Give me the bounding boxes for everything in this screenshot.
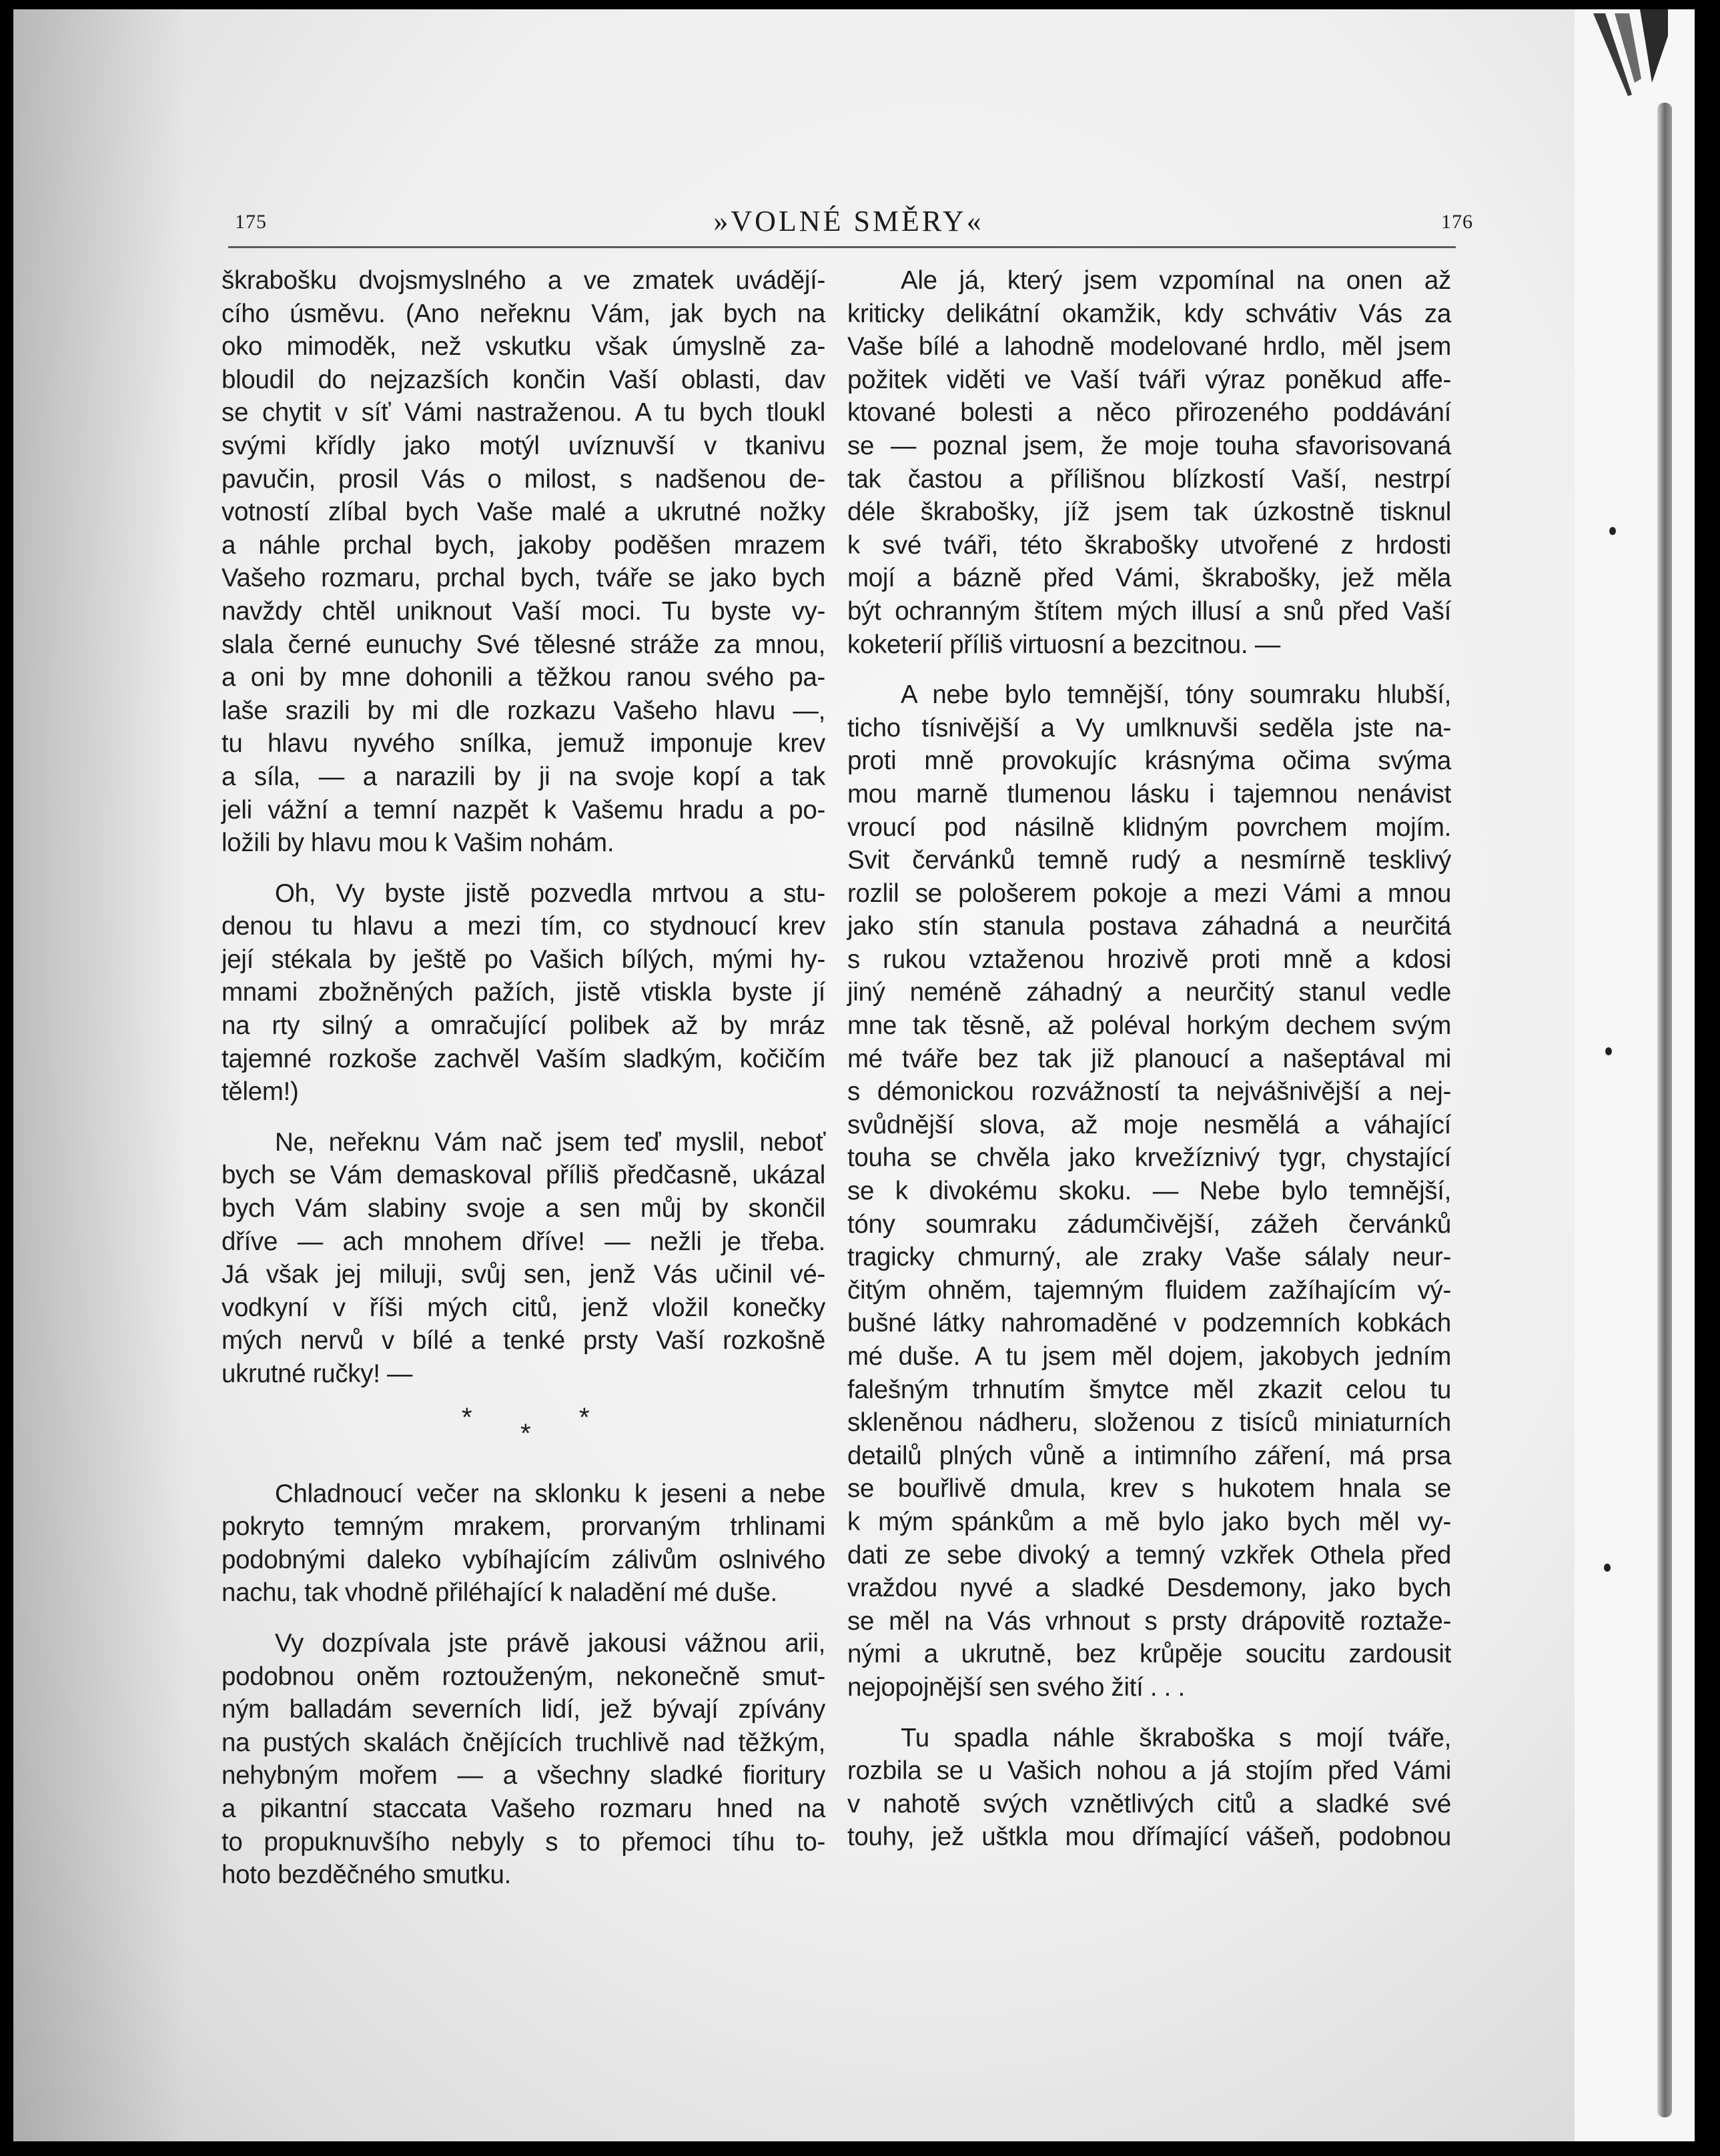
- text-line: na rty silný a omračující polibek až by mráz: [222, 1011, 825, 1041]
- text-line: skleněnou nádheru, složenou z tisíců miniaturních: [847, 1408, 1451, 1438]
- text-line: svými křídly jako motýl uvíznuvší v tkanivu: [222, 431, 825, 460]
- text-line: vraždou nyvé a sladké Desdemony, jako bych: [847, 1574, 1451, 1603]
- text-line: kriticky delikátní okamžik, kdy schvátiv Vás za: [847, 299, 1451, 328]
- text-line: bych se Vám demaskoval příliš předčasně, ukázal: [222, 1161, 825, 1190]
- asterisk: *: [462, 1402, 472, 1432]
- speck: [1604, 1564, 1611, 1572]
- text-line: se bouřlivě dmula, krev s hukotem hnala se: [847, 1474, 1451, 1504]
- text-line: navždy chtěl uniknout Vaší moci. Tu byste vy-: [222, 596, 825, 626]
- text-line: jako stín stanula postava záhadná a neurčitá: [847, 912, 1451, 941]
- text-line: na pustých skalách čnějících truchlivě nad těžkým,: [222, 1728, 825, 1757]
- text-line: vroucí pod násilně klidným povrchem mojím.: [847, 813, 1451, 842]
- text-line: tajemné rozkoše zachvěl Vaším sladkým, kočičím: [222, 1044, 825, 1073]
- text-line: ukrutné ručky! —: [222, 1360, 413, 1388]
- text-line: Oh, Vy byste jistě pozvedla mrtvou a stu-: [275, 879, 825, 908]
- text-line: votností zlíbal bych Vaše malé a ukrutné nožky: [222, 498, 825, 527]
- text-line: Ne, neřeknu Vám nač jsem teď myslil, neboť: [275, 1127, 825, 1157]
- text-line: vodkyní v říši mých citů, jenž vložil konečky: [222, 1293, 825, 1322]
- text-line: ným balladám severních lidí, jež bývají zpívány: [222, 1695, 825, 1724]
- text-line: mne tak těsně, až poléval horkým dechem svým: [847, 1011, 1451, 1041]
- text-line: Chladnoucí večer na sklonku k jeseni a nebe: [275, 1479, 825, 1508]
- paragraph-gap: [847, 1704, 1451, 1722]
- paragraph: [847, 264, 1451, 661]
- paragraph-gap: [222, 1610, 825, 1627]
- text-line: tak častou a přílišnou blízkostí Vaší, nestrpí: [847, 464, 1451, 494]
- text-line: koketerií příliš virtuosní a bezcitnou. —: [847, 630, 1280, 659]
- text-line: nachu, tak vhodně přiléhající k naladění mé duše.: [222, 1578, 777, 1608]
- text-line: touha se chvěla jako krvežíznivý tygr, chystající: [847, 1143, 1451, 1173]
- text-line: jeli vážní a temní nazpět k Vašemu hradu a po-: [222, 795, 825, 825]
- paragraph-gap: [222, 1109, 825, 1126]
- text-line: škrabošku dvojsmyslného a ve zmatek uvádějí-: [222, 266, 825, 295]
- paragraph: [222, 877, 825, 1109]
- text-line: mé duše. A tu jsem měl dojem, jakobych jedním: [847, 1342, 1451, 1371]
- text-line: mou marně tlumenou lásku i tajemnou nenávist: [847, 779, 1451, 808]
- right-column: [847, 264, 1451, 1854]
- text-line: a síla, — a narazili by ji na svoje kopí a tak: [222, 762, 825, 791]
- text-line: nehybným mořem — a všechny sladké fioritury: [222, 1761, 825, 1790]
- text-line: podobnými daleko vybíhajícím zálivům oslnivého: [222, 1545, 825, 1574]
- text-line: pavučin, prosil Vás o milost, s nadšenou de-: [222, 464, 825, 494]
- text-line: mé tváře bez tak již planoucí a našeptával mi: [847, 1044, 1451, 1073]
- text-line: oko mimoděk, než vskutku však úmyslně za-: [222, 332, 825, 362]
- text-line: slala černé eunuchy Své tělesné stráže za mnou,: [222, 630, 825, 659]
- text-line: Já však jej miluji, svůj sen, jenž Vás učinil vé-: [222, 1260, 825, 1289]
- paragraph: [222, 1627, 825, 1892]
- text-line: mojí a bázně před Vámi, škrabošky, jež měla: [847, 564, 1451, 593]
- paragraph-gap: [847, 661, 1451, 678]
- text-line: požitek viděti ve Vaší tváři výraz poněkud affe-: [847, 365, 1451, 394]
- text-line: k mým spánkům a mě bylo jako bych měl vy-: [847, 1507, 1451, 1536]
- text-line: Vy dozpívala jste právě jakousi vážnou arii,: [275, 1628, 825, 1658]
- text-line: dříve — ach mnohem dříve! — nežli je třeba.: [222, 1227, 825, 1256]
- text-line: denou tu hlavu a mezi tím, co stydnoucí krev: [222, 912, 825, 941]
- paragraph: [847, 678, 1451, 1704]
- text-line: a oni by mne dohonili a těžkou ranou svého pa-: [222, 663, 825, 692]
- text-line: k své tváři, této škrabošky utvořené z hrdosti: [847, 530, 1451, 560]
- text-line: cího úsměvu. (Ano neřeknu Vám, jak bych na: [222, 299, 825, 328]
- running-title: »VOLNÉ SMĚRY«: [713, 205, 984, 237]
- text-line: ticho tísnivější a Vy umlknuvši seděla jste na-: [847, 713, 1451, 742]
- text-line: Ale já, který jsem vzpomínal na onen až: [901, 266, 1451, 295]
- text-line: se — poznal jsem, že moje touha sfavorisovaná: [847, 431, 1451, 460]
- text-line: se měl na Vás vrhnout s prsty drápovitě roztaže-: [847, 1606, 1451, 1636]
- text-line: déle škrabošky, jíž jsem tak úzkostně tisknul: [847, 498, 1451, 527]
- page-number-right: 176: [1441, 211, 1473, 233]
- text-line: jiný neméně záhadný a neurčitý stanul vedle: [847, 978, 1451, 1007]
- speck: [1605, 1047, 1612, 1055]
- section-break: [222, 1391, 825, 1478]
- page-number-left: 175: [235, 211, 267, 233]
- text-line: rozlil se pološerem pokoje a mezi Vámi a mnou: [847, 879, 1451, 908]
- asterisk: *: [579, 1402, 590, 1432]
- header-rule: [228, 246, 1456, 248]
- text-line: touhy, jež uštkla mou dřímající vášeň, podobnou: [847, 1822, 1451, 1852]
- text-line: a náhle prchal bych, jakoby poděšen mrazem: [222, 530, 825, 560]
- text-line: ktované bolesti a něco přirozeného poddávání: [847, 398, 1451, 428]
- text-line: proti mně provokujíc krásnýma očima svýma: [847, 746, 1451, 776]
- text-line: Vaše bílé a lahodně modelované hrdlo, měl jsem: [847, 332, 1451, 362]
- text-line: bušné látky nahromaděné v podzemních kobkách: [847, 1309, 1451, 1338]
- text-line: to propuknuvšího nebyly s to přemoci tíhu to-: [222, 1827, 825, 1856]
- text-line: se k divokému skoku. — Nebe bylo temnější,: [847, 1177, 1451, 1206]
- text-line: čitým ohněm, tajemným fluidem zažíhajícím vý-: [847, 1275, 1451, 1305]
- text-line: tragicky chmurný, ale zraky Vaše sálaly neur-: [847, 1243, 1451, 1272]
- text-line: detailů plných vůně a intimního záření, má prsa: [847, 1441, 1451, 1470]
- text-line: mých nervů v bílé a tenké prsty Vaší rozkošně: [222, 1326, 825, 1356]
- text-line: Svit červánků temně rudý a nesmírně tesklivý: [847, 846, 1451, 875]
- text-line: v nahotě svých vznětlivých citů a sladké své: [847, 1789, 1451, 1818]
- paragraph: [222, 264, 825, 860]
- text-line: tu hlavu nyvého snílka, jemuž imponuje krev: [222, 729, 825, 758]
- paragraph: [222, 1478, 825, 1610]
- text-line: nejopojnější sen svého žití . . .: [847, 1672, 1185, 1702]
- speck: [1609, 527, 1616, 535]
- left-column: [222, 264, 825, 1892]
- text-line: ložili by hlavu mou k Vašim nohám.: [222, 829, 614, 858]
- paragraph-gap: [222, 860, 825, 877]
- text-line: tělem!): [222, 1077, 299, 1107]
- text-line: s démonickou rozvážností ta nejvášnivější a nej-: [847, 1077, 1451, 1107]
- text-line: hoto bezděčného smutku.: [222, 1860, 512, 1890]
- text-line: se chytit v síť Vámi nastraženou. A tu bych tloukl: [222, 398, 825, 428]
- text-line: svůdnější slova, až moje nesmělá a váhající: [847, 1110, 1451, 1139]
- text-line: být ochranným štítem mých illusí a snů před Vaší: [847, 596, 1451, 626]
- text-line: její stékala by ještě po Vašich bílých, mými hy-: [222, 945, 825, 974]
- text-line: pokryto temným mrakem, prorvaným trhlinami: [222, 1512, 825, 1542]
- text-line: nými a ukrutně, bez krůpěje soucitu zardousit: [847, 1640, 1451, 1669]
- text-line: podobnou oněm roztouženým, nekonečně smut-: [222, 1662, 825, 1691]
- text-line: s rukou vztaženou hrozivě proti mně a kdosi: [847, 945, 1451, 974]
- binding-fork-mark: [1588, 9, 1668, 109]
- text-line: mnami zbožněných pažích, jistě vtiskla byste jí: [222, 978, 825, 1007]
- text-line: rozbila se u Vašich nohou a já stojím před Vámi: [847, 1756, 1451, 1786]
- text-line: bych Vám slabiny svoje a sen můj by skončil: [222, 1194, 825, 1223]
- text-line: falešným trhnutím šmytce měl zkazit celou tu: [847, 1375, 1451, 1404]
- text-line: A nebe bylo temnější, tóny soumraku hlubší,: [901, 680, 1451, 710]
- text-line: Vašeho rozmaru, prchal bych, tváře se jako bych: [222, 564, 825, 593]
- binding-edge: [1575, 9, 1695, 2141]
- binding-line: [1657, 103, 1672, 2117]
- text-line: a pikantní staccata Vašeho rozmaru hned na: [222, 1794, 825, 1823]
- paragraph: [222, 1126, 825, 1391]
- asterisk: *: [520, 1418, 531, 1448]
- text-line: dati ze sebe divoký a temný vzkřek Othela před: [847, 1540, 1451, 1570]
- paragraph: [847, 1722, 1451, 1854]
- text-line: bloudil do nejzazších končin Vaší oblasti, dav: [222, 365, 825, 394]
- page-header: [222, 203, 1476, 243]
- text-line: laše srazili by mi dle rozkazu Vašeho hlavu —,: [222, 696, 825, 725]
- text-line: Tu spadla náhle škraboška s mojí tváře,: [901, 1723, 1451, 1752]
- text-line: tóny soumraku zádumčivější, zážeh červánků: [847, 1209, 1451, 1239]
